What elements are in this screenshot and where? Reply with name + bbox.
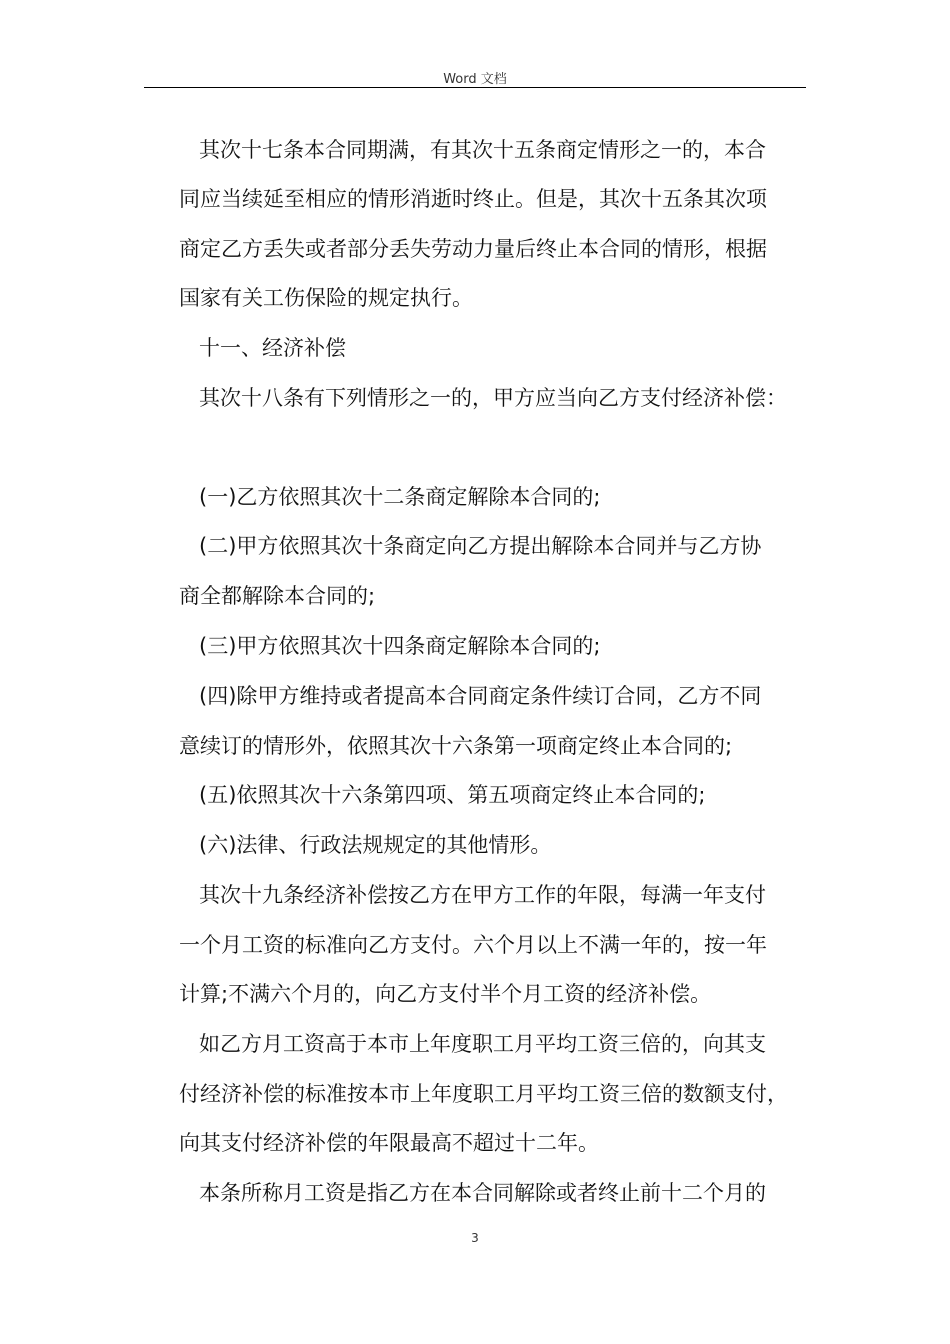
list-item: (五)依照其次十六条第四项、第五项商定终止本合同的;	[199, 783, 706, 807]
text-line: 一个月工资的标准向乙方支付。六个月以上不满一年的，按一年	[179, 933, 767, 957]
text-line: 计算;不满六个月的，向乙方支付半个月工资的经济补偿。	[179, 982, 712, 1006]
text-line: 其次十七条本合同期满，有其次十五条商定情形之一的，本合	[199, 138, 766, 162]
text-line: 付经济补偿的标准按本市上年度职工月平均工资三倍的数额支付，	[179, 1082, 788, 1106]
header-divider	[144, 87, 806, 88]
list-item: (四)除甲方维持或者提高本合同商定条件续订合同，乙方不同	[199, 684, 762, 708]
text-line: 其次十九条经济补偿按乙方在甲方工作的年限，每满一年支付	[199, 883, 766, 907]
page-number: 3	[471, 1231, 479, 1245]
text-line: 其次十八条有下列情形之一的，甲方应当向乙方支付经济补偿：	[199, 386, 787, 410]
list-item: (一)乙方依照其次十二条商定解除本合同的;	[199, 485, 601, 509]
list-item: (三)甲方依照其次十四条商定解除本合同的;	[199, 634, 601, 658]
text-line: 国家有关工伤保险的规定执行。	[179, 286, 473, 310]
header-title: Word 文档	[443, 72, 507, 87]
list-item: (二)甲方依照其次十条商定向乙方提出解除本合同并与乙方协	[199, 534, 762, 558]
text-line: 本条所称月工资是指乙方在本合同解除或者终止前十二个月的	[199, 1181, 766, 1205]
text-line: 向其支付经济补偿的年限最高不超过十二年。	[179, 1131, 599, 1155]
text-line: 意续订的情形外，依照其次十六条第一项商定终止本合同的;	[179, 734, 733, 758]
text-line: 商全都解除本合同的;	[179, 584, 376, 608]
text-line: 同应当续延至相应的情形消逝时终止。但是，其次十五条其次项	[179, 187, 767, 211]
list-item: (六)法律、行政法规规定的其他情形。	[199, 833, 552, 857]
section-heading: 十一、经济补偿	[199, 336, 346, 360]
text-line: 商定乙方丢失或者部分丢失劳动力量后终止本合同的情形，根据	[179, 237, 767, 261]
text-line: 如乙方月工资高于本市上年度职工月平均工资三倍的，向其支	[199, 1032, 766, 1056]
